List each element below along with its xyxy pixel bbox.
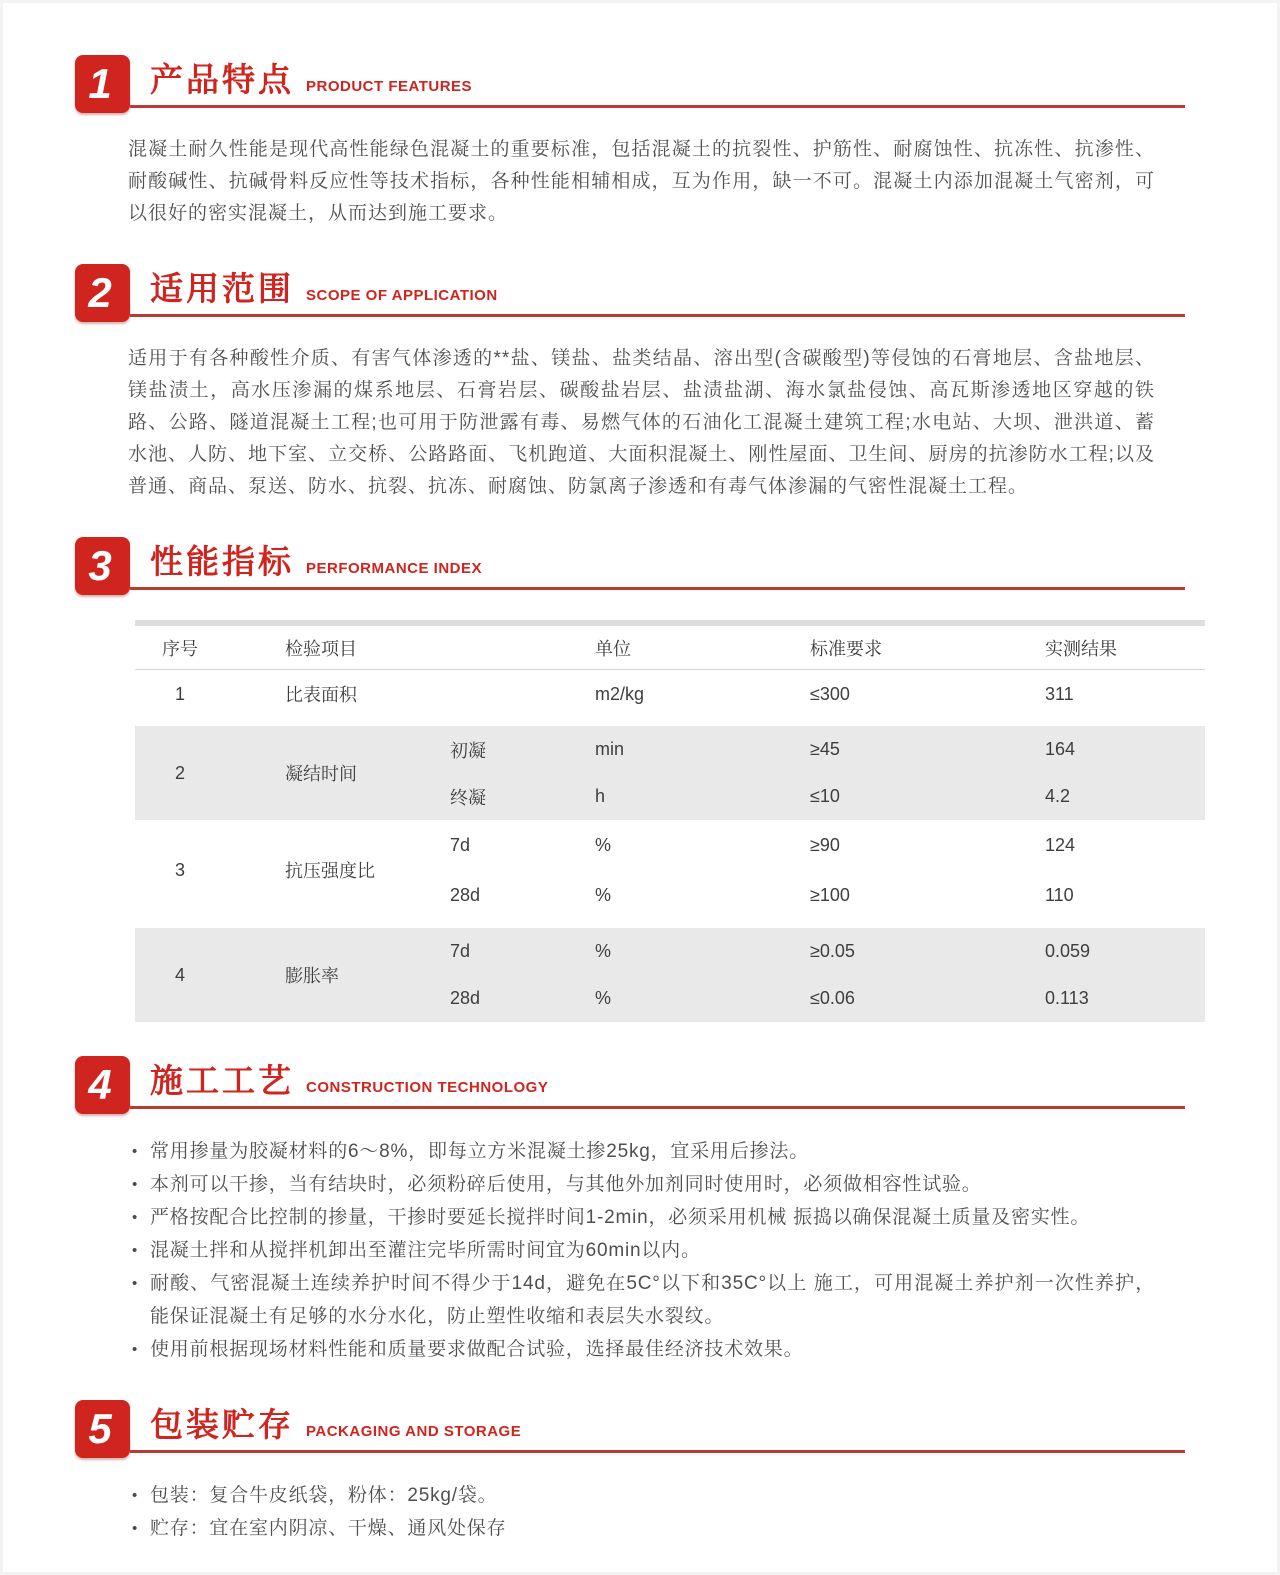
section-1-number-badge	[75, 55, 130, 113]
section-performance-index	[75, 537, 1185, 1022]
section-5-title-row	[130, 1408, 1185, 1453]
section-3-title: 性能指标	[150, 543, 294, 580]
section-5-title: 包装贮存	[150, 1406, 294, 1443]
table-cell-sub: 7d	[450, 834, 471, 855]
section-5-number: 5	[88, 1405, 112, 1452]
section-1-title-row	[130, 63, 1185, 108]
table-cell-standard: ≤10	[810, 786, 840, 806]
table-cell-unit: %	[595, 834, 612, 855]
table-subrow	[430, 773, 1205, 820]
section-3-header	[75, 537, 1185, 590]
section-5-header	[75, 1400, 1185, 1453]
bullet-item: • 使用前根据现场材料性能和质量要求做配合试验，选择最佳经济技术效果。	[130, 1333, 1155, 1366]
table-subrow	[430, 975, 1205, 1022]
bullet-item: • 严格按配合比控制的掺量，干掺时要延长搅拌时间1-2min，必须采用机械 振捣以确保混凝土质量及密实性。	[130, 1201, 1155, 1234]
table-cell-result: 124	[1045, 834, 1076, 855]
section-1-paragraph: 混凝土耐久性能是现代高性能绿色混凝土的重要标准，包括混凝土的抗裂性、护筋性、耐腐蚀性、抗冻性、抗渗性、耐酸碱性、抗碱骨料反应性等技术指标，各种性能相辅相成，互为作用，缺一不可。混凝土内添加混凝土气密剂，可以很好的密实混凝土，从而达到施工要求。	[128, 139, 1155, 224]
table-subcolumn	[430, 726, 1205, 820]
bullet-item: • 耐酸、气密混凝土连续养护时间不得少于14d，避免在5C°以下和35C°以上 施工，可用混凝土养护剂一次性养护，能保证混凝土有足够的水分水化，防止塑性收缩和表层失水裂纹。	[130, 1267, 1155, 1333]
table-subrow	[430, 870, 1205, 920]
table-cell-standard: ≥100	[810, 884, 850, 905]
section-4-title-row	[130, 1064, 1185, 1109]
section-1-number: 1	[88, 60, 112, 107]
section-4-number: 4	[88, 1061, 112, 1108]
table-header-standard: 标准要求	[810, 638, 882, 659]
table-subcolumn	[430, 820, 1205, 920]
table-cell-unit: min	[595, 739, 625, 759]
table-row	[135, 726, 1205, 820]
table-cell-standard: ≥45	[810, 739, 840, 759]
table-subrow	[430, 820, 1205, 870]
section-4-subtitle: CONSTRUCTION TECHNOLOGY	[306, 1079, 549, 1096]
section-1-title: 产品特点	[150, 61, 294, 98]
table-subrow	[430, 928, 1205, 975]
performance-table	[135, 620, 1205, 1022]
section-3-number-badge	[75, 537, 130, 595]
table-row	[135, 928, 1205, 1022]
bullet-item: • 本剂可以干掺，当有结块时，必须粉碎后使用，与其他外加剂同时使用时，必须做相容性试验。	[130, 1168, 1155, 1201]
table-cell-item: 凝结时间	[285, 764, 357, 784]
section-5-number-badge	[75, 1400, 130, 1458]
table-cell-standard: ≤300	[810, 683, 850, 704]
bullet-item: • 混凝土拌和从搅拌机卸出至灌注完毕所需时间宜为60min以内。	[130, 1234, 1155, 1267]
bullet-item: • 常用掺量为胶凝材料的6～8%，即每立方米混凝土掺25kg，宜采用后掺法。	[130, 1135, 1155, 1168]
section-2-title: 适用范围	[150, 270, 294, 307]
bullet-item: • 贮存：宜在室内阴凉、干燥、通风处保存	[130, 1512, 1155, 1545]
section-2-subtitle: SCOPE OF APPLICATION	[306, 287, 498, 304]
table-cell-standard: ≥0.05	[810, 941, 855, 961]
table-cell-result: 0.113	[1045, 988, 1089, 1008]
table-cell-result: 110	[1045, 884, 1074, 905]
table-cell-item: 比表面积	[285, 685, 357, 705]
table-cell-unit: %	[595, 884, 612, 905]
table-header-no: 序号	[162, 638, 198, 659]
section-3-title-row	[130, 545, 1185, 590]
section-construction-technology	[75, 1056, 1185, 1366]
table-cell-no: 3	[174, 859, 185, 880]
table-cell-result: 164	[1045, 739, 1076, 759]
section-2-number: 2	[88, 269, 112, 316]
table-header-item: 检验项目	[285, 638, 357, 659]
packaging-bullet-list	[130, 1479, 1155, 1545]
table-cell-unit: m2/kg	[595, 683, 645, 704]
section-packaging-storage	[75, 1400, 1185, 1545]
section-2-number-badge	[75, 264, 130, 322]
section-2-header	[75, 264, 1185, 317]
section-5-subtitle: PACKAGING AND STORAGE	[306, 1423, 522, 1440]
table-subcolumn	[430, 928, 1205, 1022]
section-2-title-row	[130, 272, 1185, 317]
table-cell-result: 4.2	[1045, 786, 1071, 806]
table-cell-unit: %	[595, 941, 612, 961]
table-cell-sub: 28d	[450, 988, 481, 1008]
table-cell-sub: 28d	[450, 884, 481, 905]
table-cell-result: 0.059	[1045, 941, 1091, 961]
section-3-subtitle: PERFORMANCE INDEX	[306, 560, 483, 577]
section-4-title: 施工工艺	[150, 1062, 294, 1099]
table-cell-sub: 终凝	[450, 787, 486, 808]
table-subrow	[430, 726, 1205, 773]
construction-bullet-list	[130, 1135, 1155, 1366]
table-header-unit: 单位	[595, 638, 631, 659]
section-4-number-badge	[75, 1056, 130, 1114]
table-row	[135, 670, 1205, 718]
table-row	[135, 820, 1205, 920]
section-3-number: 3	[88, 542, 112, 589]
section-1-header	[75, 55, 1185, 108]
table-cell-standard: ≤0.06	[810, 988, 855, 1008]
table-cell-unit: %	[595, 988, 612, 1008]
section-scope-of-application	[75, 264, 1185, 503]
table-cell-no: 4	[174, 964, 185, 985]
table-cell-result: 311	[1045, 683, 1074, 704]
table-cell-no: 2	[174, 762, 185, 783]
table-cell-unit: h	[595, 786, 606, 806]
table-header-result: 实测结果	[1045, 638, 1117, 659]
section-1-subtitle: PRODUCT FEATURES	[306, 78, 473, 95]
bullet-item: • 包装：复合牛皮纸袋，粉体：25kg/袋。	[130, 1479, 1155, 1512]
table-header-row	[135, 626, 1205, 670]
table-cell-standard: ≥90	[810, 834, 840, 855]
table-cell-item: 抗压强度比	[285, 861, 375, 881]
section-4-header	[75, 1056, 1185, 1109]
section-product-features	[75, 55, 1185, 230]
section-2-paragraph: 适用于有各种酸性介质、有害气体渗透的**盐、镁盐、盐类结晶、溶出型(含碳酸型)等侵蚀的石膏地层、含盐地层、镁盐渍土，高水压渗漏的煤系地层、石膏岩层、碳酸盐岩层、盐渍盐湖、海水氯盐侵蚀、高瓦斯渗透地区穿越的铁路、公路、隧道混凝土工程;也可用于防泄露有毒、易燃气体的石油化工混凝土建筑工程;水电站、大坝、泄洪道、蓄水池、人防、地下室、立交桥、公路路面、飞机跑道、大面积混凝土、刚性屋面、卫生间、厨房的抗渗防水工程;以及普通、商品、泵送、防水、抗裂、抗冻、耐腐蚀、防氯离子渗透和有毒气体渗漏的气密性混凝土工程。	[128, 348, 1155, 497]
table-cell-item: 膨胀率	[285, 966, 339, 986]
table-cell-sub: 初凝	[450, 740, 486, 761]
table-cell-no: 1	[174, 683, 185, 704]
table-cell-sub: 7d	[450, 941, 471, 961]
